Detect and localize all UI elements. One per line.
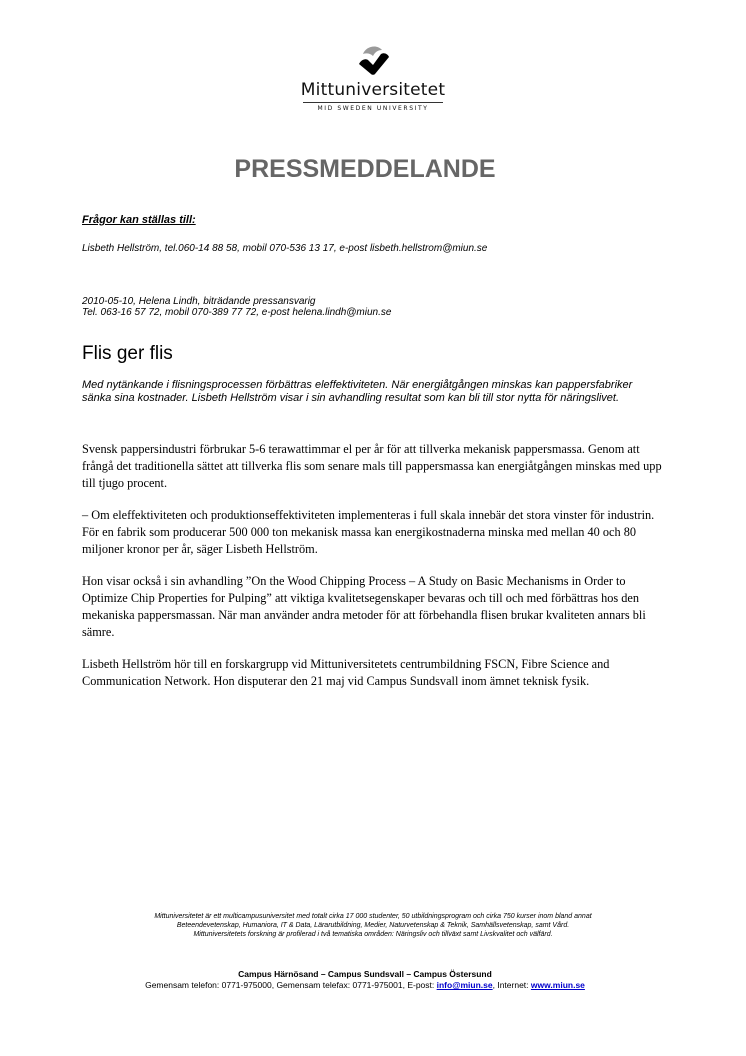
article-body xyxy=(82,441,672,705)
footer-contact xyxy=(0,969,730,991)
researcher-contact: Lisbeth Hellström, tel.060-14 88 58, mobil 070-536 13 17, e-post lisbeth.hellstrom@miun.se xyxy=(82,243,488,254)
page-title: PRESSMEDDELANDE xyxy=(234,155,496,183)
logo-subtitle: MID SWEDEN UNIVERSITY xyxy=(317,105,429,112)
about-line-3: Mittuniversitetets forskning är profilerad i två tematiska områden: Näringsliv och tillväxt samt Livskvalitet och välfärd. xyxy=(193,931,553,938)
logo-divider xyxy=(303,102,443,103)
campus-list: Campus Härnösand – Campus Sundsvall – Campus Östersund xyxy=(238,969,492,979)
email-link[interactable]: info@miun.se xyxy=(436,980,493,990)
internet-label: , Internet: xyxy=(492,980,531,990)
article-paragraph: Lisbeth Hellström hör till en forskargrupp vid Mittuniversitetets centrumbildning FSCN, Fibre Science and Communication Network. Hon disputerar den 21 maj vid Campus Sundsvall inom ämnet teknisk fysik. xyxy=(82,657,610,688)
footer-contact-line xyxy=(0,980,730,991)
website-link[interactable]: www.miun.se xyxy=(530,980,585,990)
logo-name: Mittuniversitetet xyxy=(300,80,446,100)
about-line-2: Beteendevetenskap, Humaniora, IT & Data, Lärarutbildning, Medier, Naturvetenskap & Teknik, Samhällsvetenskap, samt Vård. xyxy=(176,922,570,929)
press-contact-line-2: Tel. 063-16 57 72, mobil 070-389 77 72, e-post helena.lindh@miun.se xyxy=(82,307,392,318)
about-line-1: Mittuniversitetet är ett multicampusuniversitet med totalt cirka 17 000 studenter, 50 utbildningsprogram och cirka 750 kurser inom bland annat xyxy=(154,913,592,920)
article-headline: Flis ger flis xyxy=(82,343,173,364)
article-paragraph: Svensk pappersindustri förbrukar 5-6 terawattimmar el per år för att tillverka mekanisk pappersmassa. Genom att frångå det traditionella sättet att tillverka flis som senare mals till pappersmassa kan energiåtgången minskas med upp till tjugo procent. xyxy=(82,442,662,490)
phone-fax-text: Gemensam telefon: 0771-975000, Gemensam telefax: 0771-975001, E-post: xyxy=(145,980,437,990)
university-about xyxy=(0,912,746,939)
mittuniversitetet-logo-icon xyxy=(353,42,393,78)
questions-heading: Frågor kan ställas till: xyxy=(82,214,196,226)
article-paragraph: Hon visar också i sin avhandling ”On the Wood Chipping Process – A Study on Basic Mechanisms in Order to Optimize Chip Properties for Pulping” att viktiga kvalitetsegenskaper bevaras och till och med förbättras hos den mekaniska pappersmassan. När man använder andra metoder för att förbehandla flisen brukar kvaliteten annars bli sämre. xyxy=(82,574,646,639)
article-lead: Med nytänkande i flisningsprocessen förbättras eleffektiviteten. När energiåtgången minskas kan pappersfabriker sänka sina kostnader. Lisbeth Hellström visar i sin avhandling resultat som kan bli till stor nytta för näringslivet. xyxy=(82,379,633,404)
press-contact xyxy=(82,296,391,318)
press-contact-line-1: 2010-05-10, Helena Lindh, biträdande pressansvarig xyxy=(82,296,316,307)
article-paragraph: – Om eleffektiviteten och produktionseffektiviteten implementeras i full skala innebär det stora vinster för industrin. För en fabrik som producerar 500 000 ton mekanisk massa kan energikostnaderna minska med mellan 40 och 80 miljoner kronor per år, säger Lisbeth Hellström. xyxy=(82,508,655,556)
university-logo xyxy=(0,42,746,112)
